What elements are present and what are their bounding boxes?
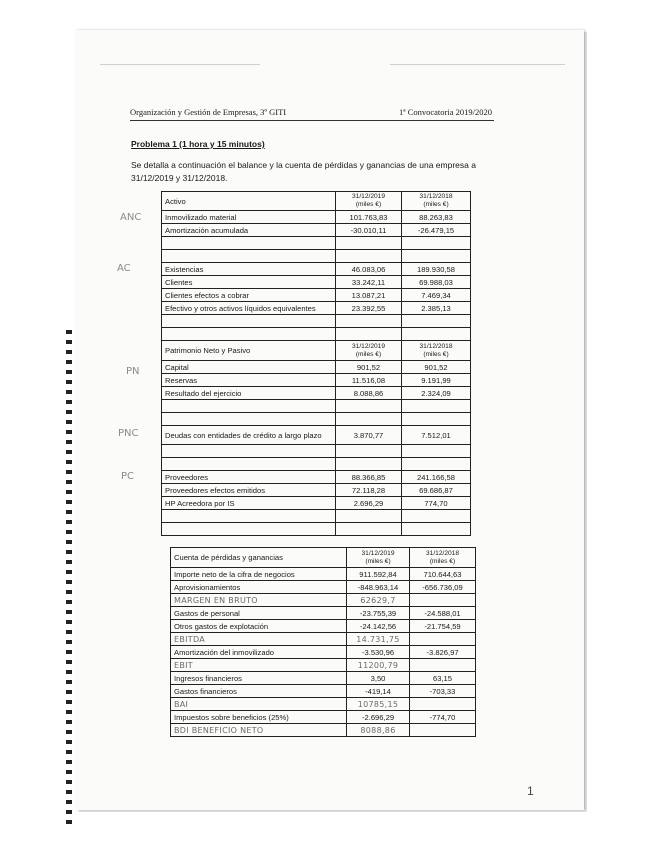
value-2018: -26.479,15: [402, 224, 471, 237]
col-header-2019: 31/12/2019 (miles €): [347, 548, 410, 568]
value-2019: -419,14: [347, 685, 410, 698]
value-2018: 901,52: [402, 361, 471, 374]
handwritten-row: [171, 594, 476, 607]
value-2019: -2.696,29: [347, 711, 410, 724]
col-header-2019: 31/12/2019 (miles €): [336, 192, 402, 211]
empty-row: [162, 445, 471, 458]
value-2018: 189.930,58: [402, 263, 471, 276]
table-row: [162, 426, 471, 445]
table-row: [162, 361, 471, 374]
handwritten-label: MARGEN EN BRUTO: [171, 594, 347, 607]
value-2018: [410, 594, 476, 607]
table-row: [171, 581, 476, 594]
empty-row: [162, 510, 471, 523]
table-row: [162, 263, 471, 276]
value-2019: 11.516,08: [336, 374, 402, 387]
empty-row: [162, 328, 471, 341]
value-2018: -656.736,09: [410, 581, 476, 594]
col-header-2018: 31/12/2018 (miles €): [402, 341, 471, 361]
value-2019: 3,50: [347, 672, 410, 685]
col-header-2018: 31/12/2018 (miles €): [402, 192, 471, 211]
value-2019: 3.870,77: [336, 426, 402, 445]
value-2019: 2.696,29: [336, 497, 402, 510]
value-2018: -3.826,97: [410, 646, 476, 659]
page-header: [130, 106, 494, 121]
pn-header: Patrimonio Neto y Pasivo: [162, 341, 336, 361]
notebook-spiral-binding: [66, 330, 72, 830]
value-2018: 774,70: [402, 497, 471, 510]
row-label: Capital: [162, 361, 336, 374]
value-2018: 710.644,63: [410, 568, 476, 581]
value-2019: 72.118,28: [336, 484, 402, 497]
margin-note-anc: ANC: [120, 212, 142, 223]
value-2018: [410, 659, 476, 672]
value-2018: -21.754,59: [410, 620, 476, 633]
value-2018: -774,70: [410, 711, 476, 724]
value-2018: -24.588,01: [410, 607, 476, 620]
value-2018: 2.385,13: [402, 302, 471, 315]
handwritten-label: BDI BENEFICIO NETO: [171, 724, 347, 737]
row-label: Otros gastos de explotación: [171, 620, 347, 633]
value-2018: [410, 633, 476, 646]
table-row: [162, 374, 471, 387]
value-2018: [410, 698, 476, 711]
row-label: HP Acreedora por IS: [162, 497, 336, 510]
page-number: 1: [527, 784, 534, 798]
value-2019: 33.242,11: [336, 276, 402, 289]
row-label: Amortización acumulada: [162, 224, 336, 237]
margin-note-pc: PC: [121, 471, 135, 482]
pyg-table: [170, 547, 476, 737]
table-row: [171, 672, 476, 685]
value-2019: 46.083,06: [336, 263, 402, 276]
row-label: Clientes efectos a cobrar: [162, 289, 336, 302]
empty-row: [162, 413, 471, 426]
value-2019: 13.087,21: [336, 289, 402, 302]
table-row: [162, 276, 471, 289]
margin-note-pn: PN: [126, 366, 140, 377]
row-label: Resultado del ejercicio: [162, 387, 336, 400]
table-row: [162, 224, 471, 237]
row-label: Importe neto de la cifra de negocios: [171, 568, 347, 581]
row-label: Reservas: [162, 374, 336, 387]
activo-header: Activo: [162, 192, 336, 211]
value-2018: 9.191,99: [402, 374, 471, 387]
value-2019: 101.763,83: [336, 211, 402, 224]
table-row: [162, 192, 471, 211]
handwritten-value: 8088,86: [347, 724, 410, 737]
col-header-2018: 31/12/2018 (miles €): [410, 548, 476, 568]
pyg-title: Cuenta de pérdidas y ganancias: [171, 548, 347, 568]
table-row: [171, 548, 476, 568]
handwritten-value: 10785,15: [347, 698, 410, 711]
margin-note-pnc: PNC: [118, 428, 139, 439]
value-2018: 63,15: [410, 672, 476, 685]
value-2018: 69.686,87: [402, 484, 471, 497]
row-label: Ingresos financieros: [171, 672, 347, 685]
value-2018: 241.166,58: [402, 471, 471, 484]
handwritten-label: EBIT: [171, 659, 347, 672]
value-2018: 2.324,09: [402, 387, 471, 400]
table-row: [162, 341, 471, 361]
handwritten-row: [171, 633, 476, 646]
handwritten-value: 62629,7: [347, 594, 410, 607]
value-2019: 23.392,55: [336, 302, 402, 315]
table-row: [162, 302, 471, 315]
row-label: Gastos financieros: [171, 685, 347, 698]
problem-description: Se detalla a continuación el balance y la cuenta de pérdidas y ganancias de una empresa a 31/12/2019 y 31/12/2018.: [131, 160, 476, 183]
value-2018: 7.512,01: [402, 426, 471, 445]
value-2018: [410, 724, 476, 737]
faint-rule: [390, 64, 565, 65]
row-label: Gastos de personal: [171, 607, 347, 620]
table-row: [171, 620, 476, 633]
handwritten-label: BAI: [171, 698, 347, 711]
table-row: [162, 211, 471, 224]
row-label: Proveedores: [162, 471, 336, 484]
row-label: Proveedores efectos emitidos: [162, 484, 336, 497]
handwritten-row: [171, 724, 476, 737]
value-2019: 88.366,85: [336, 471, 402, 484]
header-course: Organización y Gestión de Empresas, 3º GITI: [130, 107, 287, 117]
table-row: [171, 685, 476, 698]
value-2018: 88.263,83: [402, 211, 471, 224]
table-row: [162, 289, 471, 302]
value-2019: -23.755,39: [347, 607, 410, 620]
empty-row: [162, 523, 471, 536]
empty-row: [162, 237, 471, 250]
empty-row: [162, 400, 471, 413]
table-row: [162, 471, 471, 484]
problem-title: Problema 1 (1 hora y 15 minutos): [131, 139, 265, 149]
value-2018: 7.469,34: [402, 289, 471, 302]
row-label: Deudas con entidades de crédito a largo plazo: [162, 426, 336, 445]
row-label: Aprovisionamientos: [171, 581, 347, 594]
margin-note-ac: AC: [117, 263, 131, 274]
table-row: [162, 497, 471, 510]
value-2019: 901,52: [336, 361, 402, 374]
row-label: Existencias: [162, 263, 336, 276]
header-session: 1ª Convocatoria 2019/2020: [399, 107, 492, 117]
handwritten-value: 14.731,75: [347, 633, 410, 646]
handwritten-value: 11200,79: [347, 659, 410, 672]
col-header-2019: 31/12/2019 (miles €): [336, 341, 402, 361]
handwritten-row: [171, 659, 476, 672]
table-row: [171, 646, 476, 659]
value-2019: 8.088,86: [336, 387, 402, 400]
value-2018: -703,33: [410, 685, 476, 698]
empty-row: [162, 250, 471, 263]
row-label: Amortización del inmovilizado: [171, 646, 347, 659]
table-row: [171, 568, 476, 581]
value-2019: -24.142,56: [347, 620, 410, 633]
handwritten-label: EBITDA: [171, 633, 347, 646]
row-label: Efectivo y otros activos líquidos equivalentes: [162, 302, 336, 315]
value-2019: -30.010,11: [336, 224, 402, 237]
balance-table: [161, 191, 471, 536]
row-label: Clientes: [162, 276, 336, 289]
table-row: [171, 711, 476, 724]
empty-row: [162, 315, 471, 328]
value-2019: -848.963,14: [347, 581, 410, 594]
handwritten-row: [171, 698, 476, 711]
row-label: Impuestos sobre beneficios (25%): [171, 711, 347, 724]
table-row: [171, 607, 476, 620]
empty-row: [162, 458, 471, 471]
value-2018: 69.988,03: [402, 276, 471, 289]
row-label: Inmovilizado material: [162, 211, 336, 224]
faint-rule: [100, 64, 260, 65]
value-2019: 911.592,84: [347, 568, 410, 581]
value-2019: -3.530,96: [347, 646, 410, 659]
table-row: [162, 387, 471, 400]
table-row: [162, 484, 471, 497]
